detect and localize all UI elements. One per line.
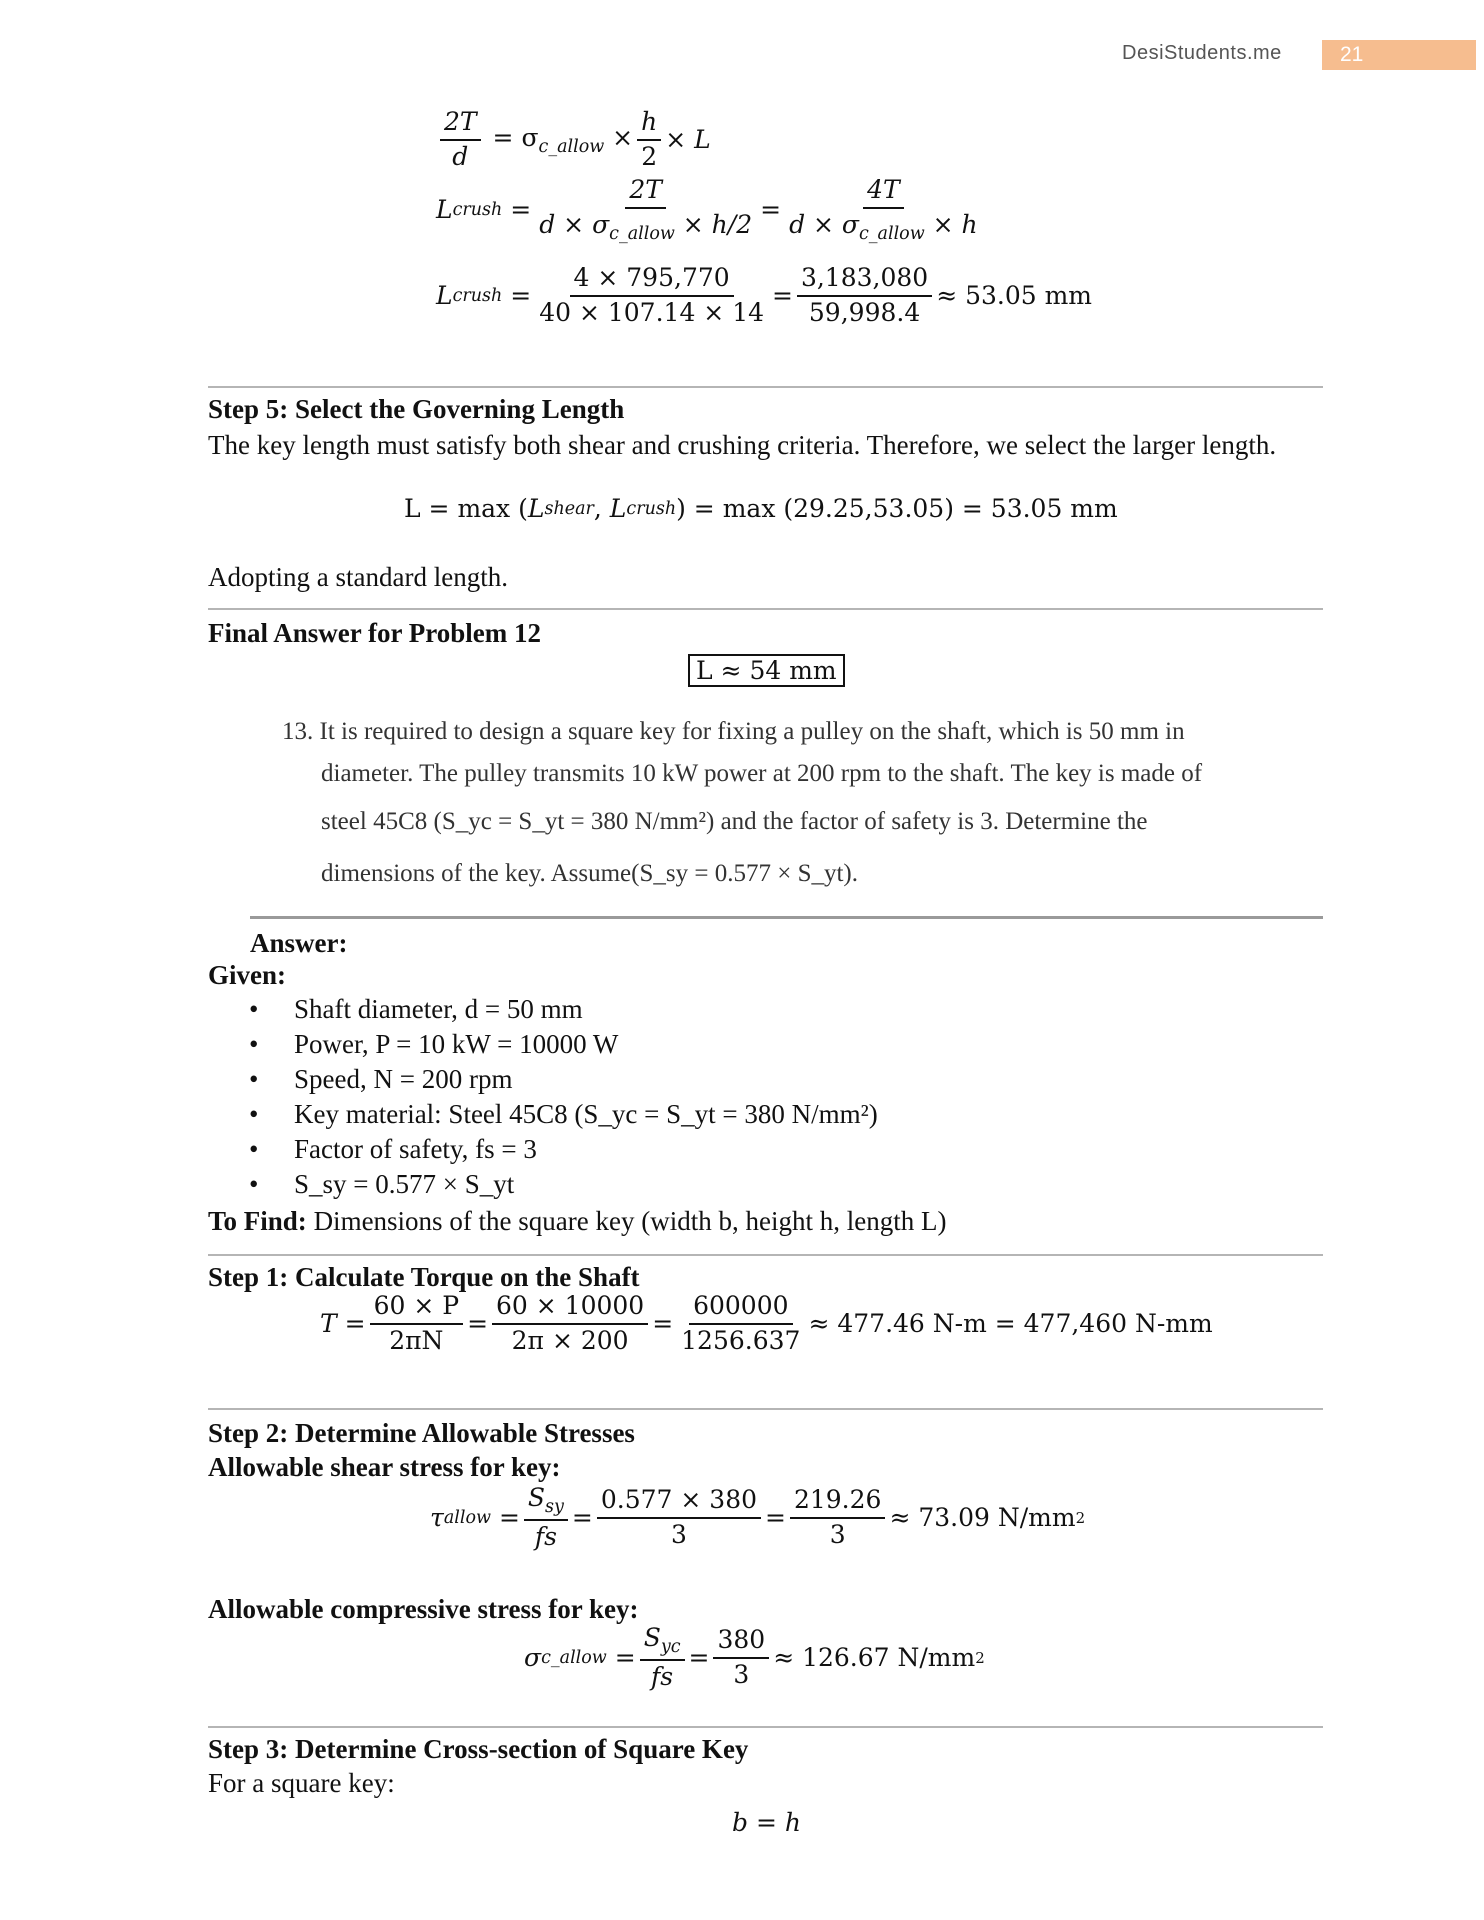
divider	[208, 608, 1323, 610]
given-item: • S_sy = 0.577 × S_yt	[208, 1167, 878, 1202]
problem-13-line4: dimensions of the key. Assume(S_sy = 0.577 × S_yt).	[321, 860, 858, 887]
step3-title: Step 3: Determine Cross-section of Square Key	[208, 1734, 749, 1764]
divider	[208, 1408, 1323, 1410]
equation-force-balance: $\frac{2T}{d}$ = $\sigma_{c\_allow}$ × $\frac{h}{2}$ × L	[436, 108, 711, 172]
given-list	[208, 992, 878, 1202]
divider	[250, 916, 1323, 919]
equation-torque: T = $\frac{60 \times P}{2\pi N}$ = $\frac{60 \times 10000}{2\pi \times 200}$ = $\frac{600000}{1256.637}$ ≈ 477.46 N-m = 477,460 N-mm	[320, 1291, 1213, 1355]
given-item: • Key material: Steel 45C8 (S_yc = S_yt = 380 N/mm²)	[208, 1097, 878, 1132]
divider	[208, 386, 1323, 388]
to-find: To Find: Dimensions of the square key (width b, height h, length L)	[208, 1206, 947, 1236]
equation-compressive-stress: σ c_allow = $\frac{S_{yc}}{fs}$ = $\frac{380}{3}$ ≈ 126.67 N/mm 2	[524, 1623, 985, 1692]
given-item: • Factor of safety, fs = 3	[208, 1132, 878, 1167]
given-label: Given:	[208, 960, 286, 990]
given-item: • Speed, N = 200 rpm	[208, 1062, 878, 1097]
equation-lcrush-formula: L crush = $\frac{2T}{d \times \sigma_{c\_allow} \times h/2}$ = $\frac{4T}{d \times \sigma_{c\_allow} \times h}$	[436, 175, 978, 244]
problem-13-line2: diameter. The pulley transmits 10 kW power at 200 rpm to the shaft. The key is made of	[321, 760, 1203, 787]
equation-governing-length: L = max ( L shear , L crush ) = max (29.25,53.05) = 53.05 mm	[404, 494, 1118, 523]
step5-title: Step 5: Select the Governing Length	[208, 394, 625, 424]
shear-stress-label: Allowable shear stress for key:	[208, 1452, 561, 1482]
given-item: • Power, P = 10 kW = 10000 W	[208, 1027, 878, 1062]
compressive-stress-label: Allowable compressive stress for key:	[208, 1594, 639, 1624]
final-answer-box: L ≈ 54 mm	[688, 654, 845, 687]
final-answer-title: Final Answer for Problem 12	[208, 618, 541, 648]
problem-13-line1: 13. It is required to design a square key for fixing a pulley on the shaft, which is 50 mm in	[282, 718, 1185, 745]
page-number: 21	[1322, 40, 1476, 70]
equation-square-key: b = h	[732, 1808, 801, 1837]
answer-label: Answer:	[250, 928, 348, 958]
equation-lcrush-value: L crush = $\frac{4 \times 795,770}{40 \times 107.14 \times 14}$ = $\frac{3,183,080}{59,998.4}$ ≈ 53.05 mm	[436, 263, 1093, 327]
step5-text: The key length must satisfy both shear and crushing criteria. Therefore, we select the larger length.	[208, 430, 1277, 460]
divider	[208, 1726, 1323, 1728]
step2-title: Step 2: Determine Allowable Stresses	[208, 1418, 635, 1448]
given-item: • Shaft diameter, d = 50 mm	[208, 992, 878, 1027]
problem-13-line3: steel 45C8 (S_yc = S_yt = 380 N/mm²) and the factor of safety is 3. Determine the	[321, 808, 1148, 835]
step3-text: For a square key:	[208, 1768, 395, 1798]
equation-shear-stress: τ allow = $\frac{S_{sy}}{fs}$ = $\frac{0.577 \times 380}{3}$ = $\frac{219.26}{3}$ ≈ 73.09 N/mm 2	[430, 1483, 1086, 1552]
divider	[208, 1254, 1323, 1256]
site-name: DesiStudents.me	[1122, 42, 1282, 64]
step1-title: Step 1: Calculate Torque on the Shaft	[208, 1262, 640, 1292]
step5-note: Adopting a standard length.	[208, 562, 508, 592]
